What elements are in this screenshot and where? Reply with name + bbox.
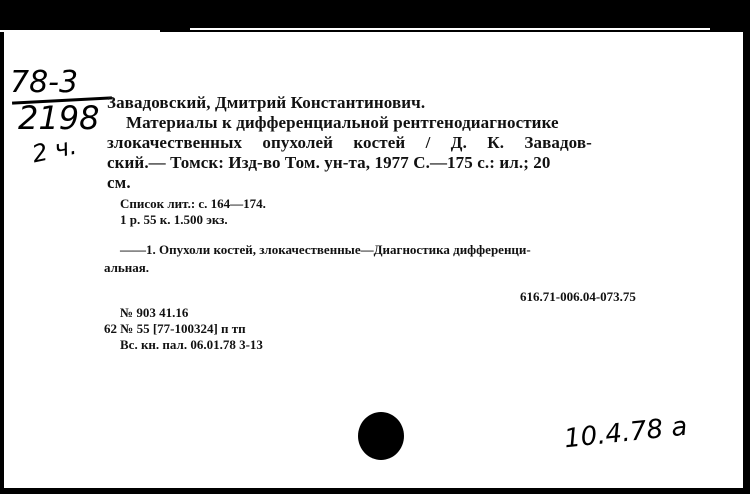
registry-line: Вс. кн. пал. 06.01.78 3-13	[120, 337, 263, 352]
body-line: см.	[107, 173, 131, 192]
body-line: Материалы к дифференциальной рентгенодиагностике	[126, 113, 559, 132]
classification-code: 616.71-006.04-073.75	[520, 289, 636, 304]
handwritten-margin-note: 2 ч.	[29, 131, 80, 169]
handwritten-call-number-bottom: 2198	[18, 99, 100, 137]
body-line: злокачественных опухолей костей / Д. К. Завадов-	[107, 133, 592, 152]
handwritten-date-note: 10.4.78 а	[562, 411, 689, 455]
registry-line: № 903 41.16	[120, 305, 189, 320]
bibliography-note: Список лит.: с. 164—174.	[120, 196, 266, 211]
subject-line: ——1. Опухоли костей, злокачественные—Диагностика дифференци-	[120, 242, 531, 257]
registry-line: 62 № 55 [77-100324] п тп	[104, 321, 246, 336]
subject-line: альная.	[104, 260, 150, 275]
handwritten-call-number-top: 78-3	[10, 65, 79, 100]
body-line: ский.— Томск: Изд-во Том. ун-та, 1977 С.—175 с.: ил.; 20	[107, 153, 551, 172]
catalog-card	[4, 32, 743, 488]
scan-noise	[190, 28, 710, 30]
card-punch-hole	[358, 412, 404, 460]
price-note: 1 р. 55 к. 1.500 экз.	[120, 212, 228, 227]
card-heading: Завадовский, Дмитрий Константинович.	[107, 93, 426, 112]
